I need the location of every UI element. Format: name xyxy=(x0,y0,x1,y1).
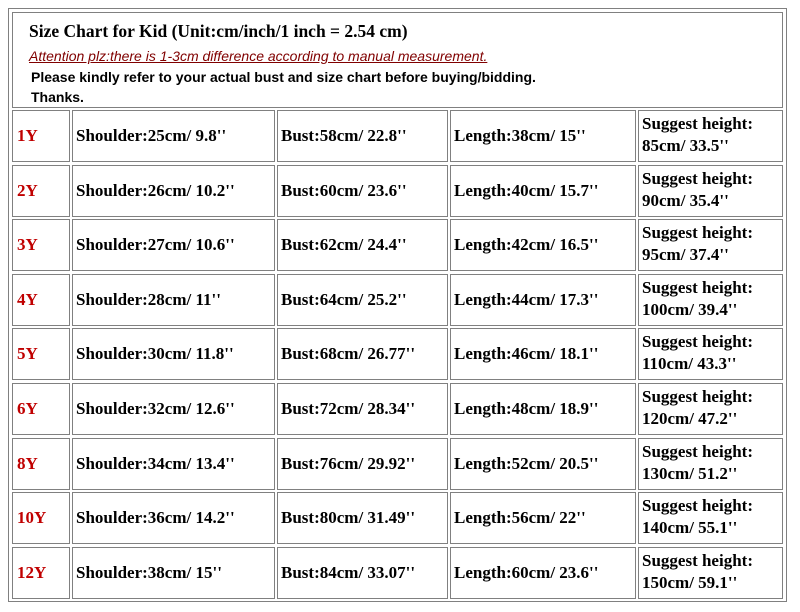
height-cell xyxy=(638,328,783,380)
shoulder-cell: Shoulder:26cm/ 10.2'' xyxy=(72,165,275,217)
shoulder-cell: Shoulder:36cm/ 14.2'' xyxy=(72,492,275,544)
size-label: 2Y xyxy=(12,165,70,217)
bust-cell: Bust:62cm/ 24.4'' xyxy=(277,219,448,271)
suggest-height-value: 90cm/ 35.4'' xyxy=(642,191,729,210)
height-cell xyxy=(638,383,783,435)
size-label: 1Y xyxy=(12,110,70,162)
attention-note: Attention plz:there is 1-3cm difference according to manual measurement. xyxy=(29,48,488,64)
length-cell: Length:60cm/ 23.6'' xyxy=(450,547,636,599)
length-cell: Length:52cm/ 20.5'' xyxy=(450,438,636,490)
shoulder-cell: Shoulder:32cm/ 12.6'' xyxy=(72,383,275,435)
suggest-height-value: 120cm/ 47.2'' xyxy=(642,409,738,428)
length-cell: Length:38cm/ 15'' xyxy=(450,110,636,162)
size-label: 6Y xyxy=(12,383,70,435)
length-cell: Length:44cm/ 17.3'' xyxy=(450,274,636,326)
suggest-height-value: 110cm/ 43.3'' xyxy=(642,354,737,373)
height-cell xyxy=(638,492,783,544)
length-cell: Length:48cm/ 18.9'' xyxy=(450,383,636,435)
bust-cell: Bust:68cm/ 26.77'' xyxy=(277,328,448,380)
bust-cell: Bust:64cm/ 25.2'' xyxy=(277,274,448,326)
length-cell: Length:46cm/ 18.1'' xyxy=(450,328,636,380)
bust-cell: Bust:72cm/ 28.34'' xyxy=(277,383,448,435)
suggest-height-value: 140cm/ 55.1'' xyxy=(642,518,738,537)
instruction-note-line2: Thanks. xyxy=(31,89,84,105)
height-cell xyxy=(638,438,783,490)
shoulder-cell: Shoulder:30cm/ 11.8'' xyxy=(72,328,275,380)
chart-header xyxy=(12,12,783,108)
height-cell xyxy=(638,219,783,271)
height-cell xyxy=(638,165,783,217)
suggest-height-label: Suggest height: xyxy=(642,332,753,351)
suggest-height-value: 85cm/ 33.5'' xyxy=(642,136,729,155)
length-cell: Length:42cm/ 16.5'' xyxy=(450,219,636,271)
suggest-height-label: Suggest height: xyxy=(642,387,753,406)
size-label: 8Y xyxy=(12,438,70,490)
shoulder-cell: Shoulder:38cm/ 15'' xyxy=(72,547,275,599)
bust-cell: Bust:84cm/ 33.07'' xyxy=(277,547,448,599)
suggest-height-label: Suggest height: xyxy=(642,169,753,188)
suggest-height-value: 130cm/ 51.2'' xyxy=(642,464,738,483)
suggest-height-label: Suggest height: xyxy=(642,442,753,461)
shoulder-cell: Shoulder:25cm/ 9.8'' xyxy=(72,110,275,162)
length-cell: Length:40cm/ 15.7'' xyxy=(450,165,636,217)
chart-title: Size Chart for Kid (Unit:cm/inch/1 inch = 2.54 cm) xyxy=(29,21,408,41)
size-label: 10Y xyxy=(12,492,70,544)
length-cell: Length:56cm/ 22'' xyxy=(450,492,636,544)
size-label: 3Y xyxy=(12,219,70,271)
suggest-height-label: Suggest height: xyxy=(642,496,753,515)
suggest-height-value: 95cm/ 37.4'' xyxy=(642,245,729,264)
instruction-note-line1: Please kindly refer to your actual bust and size chart before buying/bidding. xyxy=(31,69,536,85)
height-cell xyxy=(638,274,783,326)
size-label: 5Y xyxy=(12,328,70,380)
suggest-height-label: Suggest height: xyxy=(642,223,753,242)
shoulder-cell: Shoulder:34cm/ 13.4'' xyxy=(72,438,275,490)
size-label: 4Y xyxy=(12,274,70,326)
suggest-height-value: 100cm/ 39.4'' xyxy=(642,300,738,319)
suggest-height-label: Suggest height: xyxy=(642,278,753,297)
suggest-height-label: Suggest height: xyxy=(642,551,753,570)
size-label: 12Y xyxy=(12,547,70,599)
bust-cell: Bust:80cm/ 31.49'' xyxy=(277,492,448,544)
bust-cell: Bust:60cm/ 23.6'' xyxy=(277,165,448,217)
height-cell xyxy=(638,110,783,162)
shoulder-cell: Shoulder:28cm/ 11'' xyxy=(72,274,275,326)
bust-cell: Bust:76cm/ 29.92'' xyxy=(277,438,448,490)
bust-cell: Bust:58cm/ 22.8'' xyxy=(277,110,448,162)
suggest-height-value: 150cm/ 59.1'' xyxy=(642,573,738,592)
shoulder-cell: Shoulder:27cm/ 10.6'' xyxy=(72,219,275,271)
height-cell xyxy=(638,547,783,599)
suggest-height-label: Suggest height: xyxy=(642,114,753,133)
